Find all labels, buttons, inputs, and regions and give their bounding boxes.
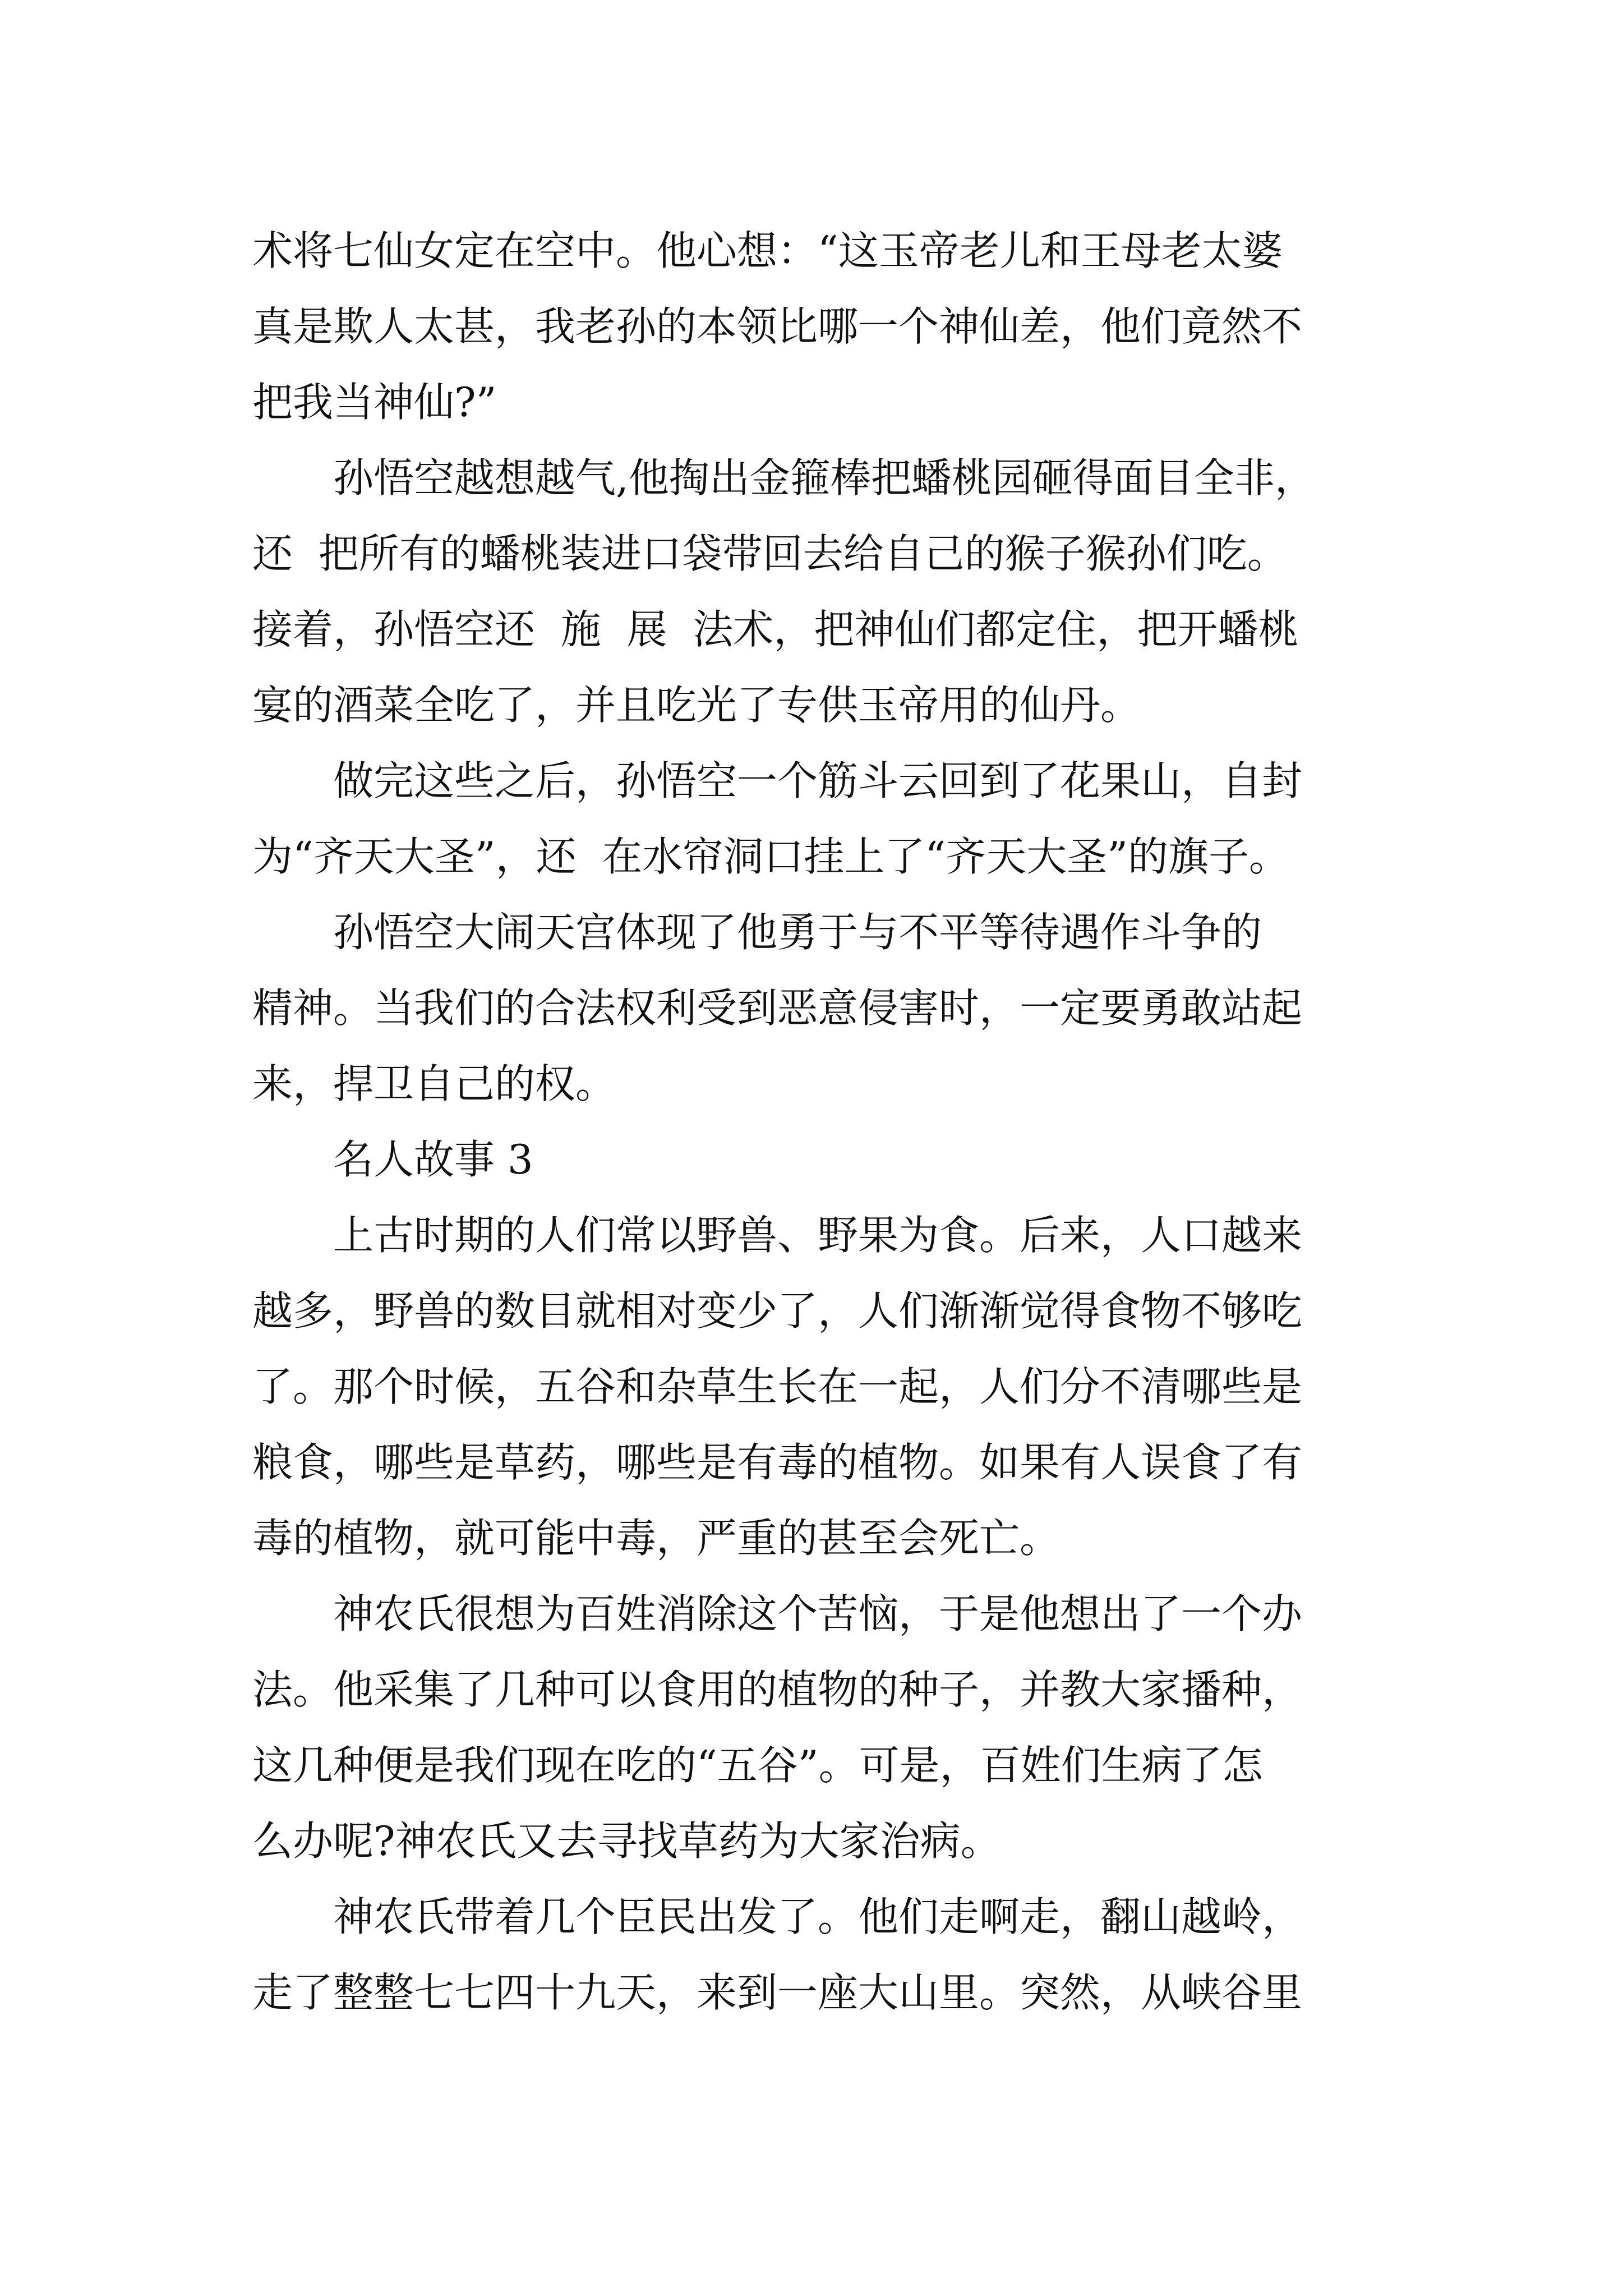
text-line: 了。那个时候，五谷和杂草生长在一起，人们分不清哪些是: [252, 1363, 1303, 1410]
paragraph: [252, 440, 1380, 743]
paragraph: [252, 1879, 1380, 2031]
text-line: 粮食，哪些是草药，哪些是有毒的植物。如果有人误食了有: [252, 1439, 1303, 1486]
text-line: 把我当神仙?”: [252, 379, 497, 426]
text-line: 精神。当我们的合法权利受到恶意侵害时，一定要勇敢站起: [252, 984, 1303, 1032]
text-line: 还 把所有的蟠桃装进口袋带回去给自己的猴子猴孙们吃。: [252, 530, 1288, 577]
text-line: 神农氏很想为百姓消除这个苦恼，于是他想出了一个办: [333, 1590, 1303, 1637]
text-line: 神农氏带着几个臣民出发了。他们走啊走，翻山越岭，: [333, 1893, 1303, 1940]
text-line: 来，捍卫自己的权。: [252, 1060, 616, 1107]
paragraph: [252, 743, 1380, 895]
text-line: 么办呢?神农氏又去寻找草药为大家治病。: [252, 1818, 1001, 1865]
text-line: 走了整整七七四十九天，来到一座大山里。突然，从峡谷里: [252, 1969, 1303, 2016]
text-line: 孙悟空越想越气,他掏出金箍棒把蟠桃园砸得面目全非，: [333, 454, 1315, 501]
body-text: [252, 213, 1380, 2031]
paragraph: [252, 895, 1380, 1122]
paragraph: [252, 1576, 1380, 1879]
text-line: 法。他采集了几种可以食用的植物的种子，并教大家播种，: [252, 1666, 1303, 1713]
paragraph: [252, 1198, 1380, 1576]
text-line: 这几种便是我们现在吃的“五谷”。可是，百姓们生病了怎: [252, 1742, 1263, 1789]
text-line: 接着，孙悟空还 施 展 法术，把神仙们都定住，把开蟠桃: [252, 606, 1299, 653]
paragraph: [252, 213, 1380, 440]
text-line: 做完这些之后，孙悟空一个筋斗云回到了花果山，自封: [333, 757, 1303, 804]
paragraph: [252, 1122, 1380, 1198]
text-line: 上古时期的人们常以野兽、野果为食。后来，人口越来: [333, 1212, 1303, 1259]
text-line: 宴的酒菜全吃了，并且吃光了专供玉帝用的仙丹。: [252, 682, 1141, 729]
text-line: 真是欺人太甚，我老孙的本领比哪一个神仙差，他们竟然不: [252, 303, 1303, 350]
text-line: 毒的植物，就可能中毒，严重的甚至会死亡。: [252, 1515, 1061, 1562]
text-line: 名人故事 3: [333, 1136, 533, 1183]
text-line: 术将七仙女定在空中。他心想：“这玉帝老儿和王母老太婆: [252, 227, 1283, 274]
text-line: 孙悟空大闹天宫体现了他勇于与不平等待遇作斗争的: [333, 909, 1262, 956]
text-line: 越多，野兽的数目就相对变少了，人们渐渐觉得食物不够吃: [252, 1287, 1303, 1335]
text-line: 为“齐天大圣”，还 在水帘洞口挂上了“齐天大圣”的旗子。: [252, 833, 1290, 880]
